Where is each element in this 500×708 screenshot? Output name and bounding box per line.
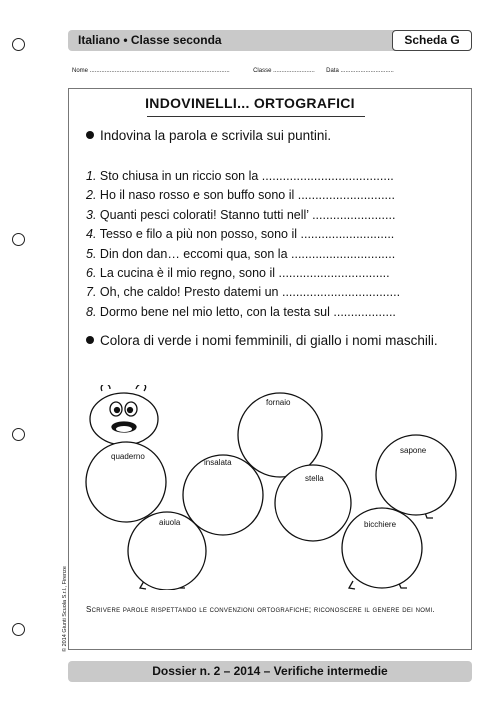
- page-title: INDOVINELLI... ORTOGRAFICI: [145, 95, 355, 111]
- riddle-text: Sto chiusa in un riccio son la ......................................: [99, 169, 394, 183]
- date-dots: ................................: [340, 68, 394, 74]
- riddle-text: Din don dan… eccomi qua, son la ..............................: [99, 246, 396, 261]
- name-dots: ....................................................................................: [89, 68, 230, 74]
- riddle-item: [86, 283, 400, 302]
- riddle-list: [86, 167, 400, 322]
- word-bicchiere: bicchiere: [364, 520, 397, 529]
- binder-hole: [12, 233, 25, 246]
- word-sapone: sapone: [400, 446, 427, 455]
- word-quaderno: quaderno: [111, 452, 145, 461]
- binder-hole: [12, 38, 25, 51]
- riddle-number: 4.: [86, 227, 97, 242]
- riddle-text: Quanti pesci colorati! Stanno tutti nell’ ........................: [99, 207, 396, 222]
- date-label: Data: [326, 68, 339, 74]
- title-underline: [147, 116, 365, 117]
- riddle-text: Dormo bene nel mio letto, con la testa sul ..................: [99, 304, 396, 319]
- riddle-item: [86, 167, 400, 186]
- riddle-number: 1.: [86, 169, 97, 183]
- riddle-item: [86, 225, 400, 244]
- footer-bar: Dossier n. 2 – 2014 – Verifiche intermedie: [68, 661, 472, 682]
- bullet-icon: [86, 131, 94, 139]
- word-stella: stella: [305, 474, 324, 483]
- word-fornaio: fornaio: [266, 398, 291, 407]
- riddle-number: 7.: [86, 285, 97, 300]
- instruction-1: [86, 127, 331, 145]
- class-label: Classe: [253, 68, 272, 74]
- riddle-item: [86, 186, 400, 205]
- copyright: © 2014 Giunti Scuola S.r.l., Firenze: [62, 566, 68, 652]
- binder-hole: [12, 428, 25, 441]
- subject-label: Italiano • Classe seconda: [78, 33, 222, 47]
- riddle-number: 3.: [86, 207, 97, 222]
- instruction-1-text: Indovina la parola e scrivila sui puntini.: [100, 128, 332, 143]
- bullet-icon: [86, 336, 94, 344]
- riddle-text: Tesso e filo a più non posso, sono il ...........................: [99, 227, 395, 242]
- riddle-number: 5.: [86, 246, 97, 261]
- riddle-item: [86, 303, 400, 322]
- riddle-number: 8.: [86, 304, 97, 319]
- name-label: Nome: [72, 68, 89, 74]
- word-aiuola: aiuola: [159, 518, 181, 527]
- riddle-item: [86, 206, 400, 225]
- riddle-text: Ho il naso rosso e son buffo sono il ............................: [99, 188, 395, 203]
- riddle-item: [86, 245, 400, 264]
- instruction-2-text: Colora di verde i nomi femminili, di giallo i nomi maschili.: [100, 333, 438, 348]
- instruction-2: [86, 332, 466, 350]
- riddle-number: 6.: [86, 265, 97, 280]
- sheet-label: Scheda G: [392, 30, 472, 51]
- caterpillar-head: [90, 385, 158, 445]
- caterpillar-illustration: [68, 385, 472, 590]
- class-dots: .........................: [273, 68, 315, 74]
- word-insalata: insalata: [204, 458, 232, 467]
- riddle-number: 2.: [86, 188, 97, 203]
- binder-hole: [12, 623, 25, 636]
- riddle-text: La cucina è il mio regno, sono il ................................: [99, 265, 390, 280]
- learning-objective: Scrivere parole rispettando le convenzioni ortografiche; riconoscere il genere dei nomi.: [86, 605, 436, 614]
- riddle-item: [86, 264, 400, 283]
- student-fields: [72, 68, 472, 74]
- riddle-text: Oh, che caldo! Presto datemi un ..................................: [99, 285, 401, 300]
